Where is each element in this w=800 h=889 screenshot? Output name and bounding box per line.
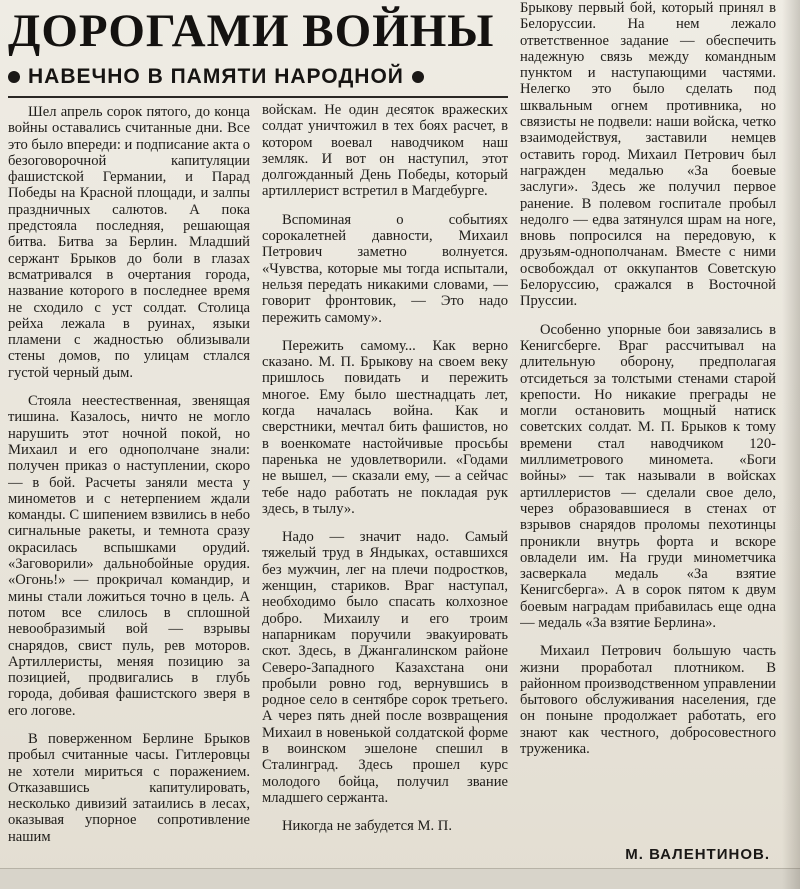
bullet-icon [412, 71, 424, 83]
paragraph: Стояла неестественная, звенящая тишина. Казалось, ничто не могло нарушить этот ночной покой, но Михаил и его однополчане знали: получен приказ о наступлении, скоро — в бой. Расчеты заняли места у минометов и с нетерпением ждали команды. С шипением взвились в небо сигнальные ракеты, и темнота сразу окрасилась вспышками орудий. «Заговорили» дальнобойные орудия. «Огонь!» — прокричал командир, и мины стали ложиться точно в цель. А потом все слилось в сплошной невообразимый вой — взрывы снарядов, свист пуль, рев моторов. Артиллеристы, меняя позицию за позицией, продвигались в глубь города, добивая фашистского зверя в его логове. [8, 393, 250, 719]
paragraph: Брыкову первый бой, который принял в Белоруссии. На нем лежало ответственное задание — обеспечить надежную связь между командным пунктом и наступающими частями. Нелегко это было сделать под шквальным огнем противника, но связисты не подвели: наши войска, четко взаимодействуя, заставили немцев оставить город. Михаил Петрович был награжден медалью «За боевые заслуги». Здесь же получил первое ранение. В полевом госпитале пробыл недолго — едва затянулся шрам на ноге, вновь попросился на передовую, к друзьям-однополчанам. Вместе с ними освобождал от оккупантов Советскую Белоруссию, сражался в Восточной Пруссии. [520, 0, 776, 310]
paragraph: Пережить самому... Как верно сказано. М. П. Брыкову на своем веку пришлось повидать и пережить многое. Ему было шестнадцать лет, когда началась война. Как и сверстники, мечтал бить фашистов, но в военкомате настойчивые просьбы паренька не удовлетворили. «Годами не вышел, — сказали ему, — а сейчас тебе надо работать не покладая рук здесь, в тылу». [262, 337, 508, 517]
paragraph: Вспоминая о событиях сорокалетней давности, Михаил Петрович заметно волнуется. «Чувства, которые мы тогда испытали, нельзя передать никакими словами, — говорит фронтовик, — Это надо пережить самому». [262, 211, 508, 326]
bullet-icon [8, 71, 20, 83]
headline: ДОРОГАМИ ВОЙНЫ [8, 5, 495, 57]
subheadline [8, 62, 508, 92]
article-column-2 [262, 102, 508, 862]
article-column-1 [8, 104, 250, 862]
paragraph: Михаил Петрович большую часть жизни проработал плотником. В районном производственном управлении бытового обслуживания населения, где он поныне продолжает работать, его знают как честного, добросовестного труженика. [520, 643, 776, 758]
paragraph: В поверженном Берлине Брыков пробыл считанные часы. Гитлеровцы не хотели мириться с поражением. Отказавшись капитулировать, несколько дивизий затаились в лесах, оказывая упорное сопротивление нашим [8, 730, 250, 845]
subheadline-text: НАВЕЧНО В ПАМЯТИ НАРОДНОЙ [28, 65, 404, 88]
paragraph: Шел апрель сорок пятого, до конца войны оставались считанные дни. Все это было впереди: и подписание акта о безоговорочной капитуляции фашистской Германии, и Парад Победы на Красной площади, и залпы праздничных салютов. А пока предстояла последняя, решающая битва. Битва за Берлин. Младший сержант Брыков до боли в глазах всматривался в очертания города, название которого в последнее время не сходило с уст солдат. Столица рейха лежала в руинах, языки пламени с жадностью облизывали стены домов, по улицам стлался густой черный дым. [8, 104, 250, 381]
torn-bottom-edge [0, 868, 800, 889]
paragraph: Особенно упорные бои завязались в Кенигсберге. Враг рассчитывал на длительную оборону, предполагая отсидеться за толстыми стенами старой крепости. Но никакие преграды не могли остановить мощный натиск советских солдат. М. П. Брыков к тому времени стал наводчиком 120-миллиметрового миномета. «Боги войны» — так называли в войсках артиллеристов — сделали свое дело, через образовавшиеся в стенах от взрывов снарядов проломы пехотинцы проникли внутрь форта и вскоре овладели им. На груди минометчика засверкала медаль «За взятие Кенигсберга». А в сорок пятом к двум боевым наградам прибавилась еще одна — медаль «За взятие Берлина». [520, 321, 776, 631]
page-edge-shadow [782, 0, 800, 889]
paragraph: Надо — значит надо. Самый тяжелый труд в Яндыках, оставшихся без мужчин, лег на плечи подростков, женщин, стариков. Враг наступал, необходимо было спасать колхозное добро. Михаилу и его троим напарникам поручили эвакуировать скот. Здесь, в Джангалинском районе Северо-Западного Казахстана они пробыли ровно год, вернувшись в родное село в сентябре сорок третьего. А через пять дней после возвращения Михаил в новенькой солдатской форме в воинском эшелоне спешил в Сталинград. Здесь прошел курс молодого бойца, получил звание младшего сержанта. [262, 529, 508, 806]
article-column-3 [520, 0, 776, 820]
paragraph: Никогда не забудется М. П. [282, 818, 452, 835]
headline-rule [8, 96, 508, 98]
paragraph: войскам. Не один десяток вражеских солдат уничтожил в тех боях расчет, в котором воевал наводчиком наш земляк. И вот он наступил, этот долгожданный День Победы, который артиллерист встретил в Магдебурге. [262, 102, 508, 200]
author-signature: М. ВАЛЕНТИНОВ. [625, 846, 770, 863]
